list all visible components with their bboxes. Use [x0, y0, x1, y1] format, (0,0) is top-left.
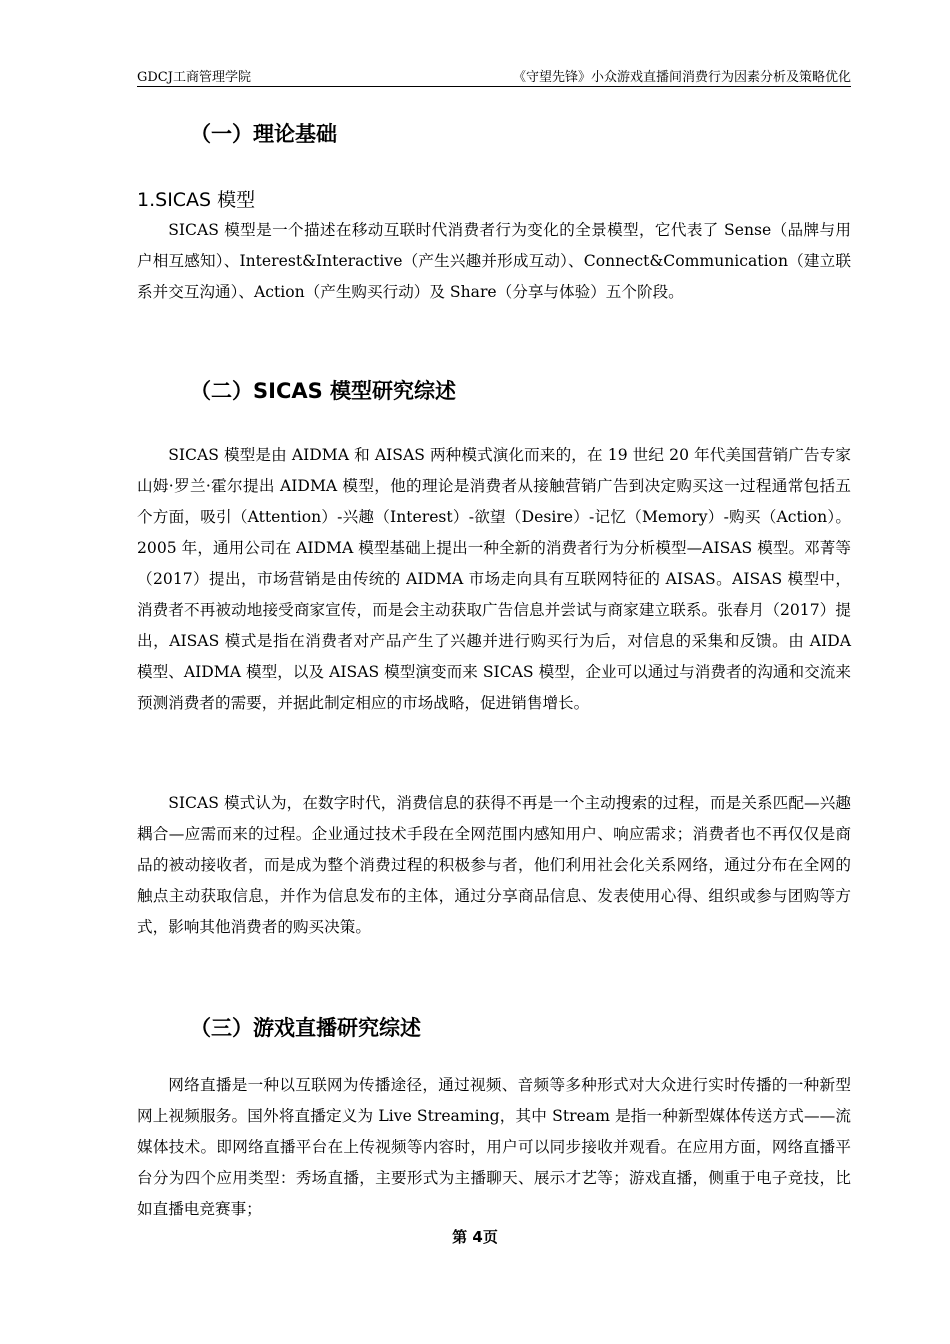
- paragraph-sicas-origin: SICAS 模型是由 AIDMA 和 AISAS 两种模式演化而来的，在 19 世纪 20 年代美国营销广告专家山姆·罗兰·霍尔提出 AIDMA 模型，他的理论是消费者从接触营销广告到决定购买这一过程通常包括五个方面，吸引（Attention）-兴趣（Interest）-欲望（Desire）-记忆（Memory）-购买（Action）。2005 年，通用公司在 AIDMA 模型基础上提出一种全新的消费者行为分析模型—AISAS 模型。邓菁等（2017）提出，市场营销是由传统的 AIDMA 市场走向具有互联网特征的 AISAS。AISAS 模型中，消费者不再被动地接受商家宣传，而是会主动获取广告信息并尝试与商家建立联系。张春月（2017）提出，AISAS 模式是指在消费者对产品产生了兴趣并进行购买行为后，对信息的采集和反馈。由 AIDA 模型、AIDMA 模型，以及 AISAS 模型演变而来 SICAS 模型，企业可以通过与消费者的沟通和交流来预测消费者的需要，并据此制定相应的市场战略，促进销售增长。: [137, 446, 851, 712]
- paragraph-live-streaming: 网络直播是一种以互联网为传播途径，通过视频、音频等多种形式对大众进行实时传播的一种新型网上视频服务。国外将直播定义为 Live Streaming，其中 Stream 是指一种新型媒体传送方式——流媒体技术。即网络直播平台在上传视频等内容时，用户可以同步接收并观看。在应用方面，网络直播平台分为四个应用类型：秀场直播，主要形式为主播聊天、展示才艺等；游戏直播，侧重于电子竞技，比如直播电竞赛事；: [137, 1076, 851, 1218]
- header-paper-title: 《守望先锋》小众游戏直播间消费行为因素分析及策略优化: [512, 70, 851, 85]
- paragraph-sicas-digital: SICAS 模式认为，在数字时代，消费信息的获得不再是一个主动搜索的过程，而是关系匹配—兴趣耦合—应需而来的过程。企业通过技术手段在全网范围内感知用户、响应需求；消费者也不再仅仅是商品的被动接收者，而是成为整个消费过程的积极参与者，他们利用社会化关系网络，通过分布在全网的触点主动获取信息，并作为信息发布的主体，通过分享商品信息、发表使用心得、组织或参与团购等方式，影响其他消费者的购买决策。: [137, 794, 851, 936]
- page-header: [137, 64, 851, 87]
- section-heading-game-streaming: （三）游戏直播研究综述: [190, 1016, 421, 1040]
- section-heading-sicas-review: （二）SICAS 模型研究综述: [190, 379, 457, 403]
- header-institution: GDCJ工商管理学院: [137, 70, 251, 85]
- paragraph-sicas-definition: SICAS 模型是一个描述在移动互联时代消费者行为变化的全景模型，它代表了 Sense（品牌与用户相互感知）、Interest&Interactive（产生兴趣并形成互动）、Connect&Communication（建立联系并交互沟通）、Action（产生购买行动）及 Share（分享与体验）五个阶段。: [137, 221, 851, 301]
- page-number: 第 4页: [452, 1228, 498, 1246]
- section-heading-theory: （一）理论基础: [190, 122, 337, 146]
- subheading-sicas-model: 1.SICAS 模型: [137, 189, 256, 211]
